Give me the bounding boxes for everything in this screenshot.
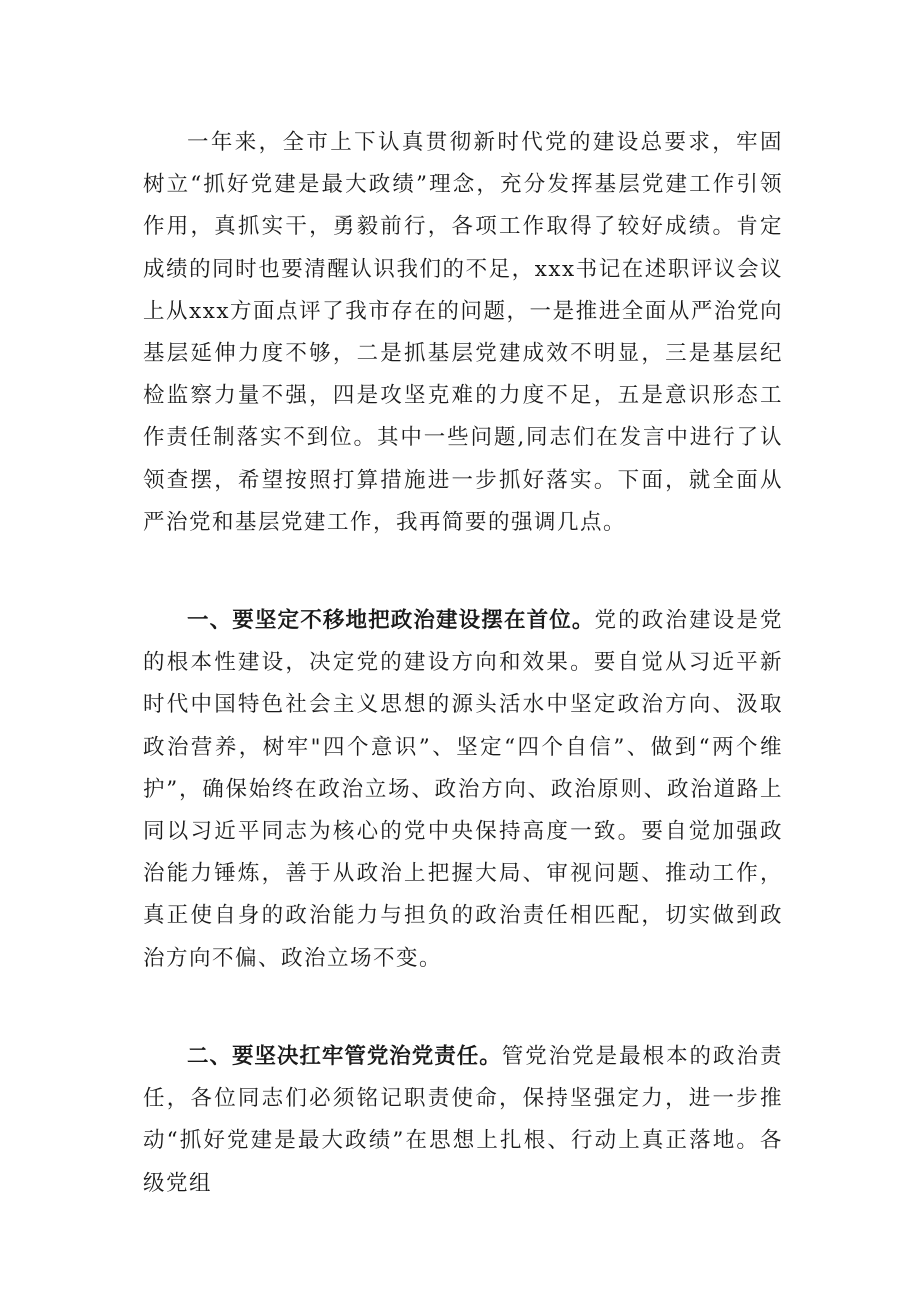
section-one-text: 党的政治建设是党的根本性建设，决定党的建设方向和效果。要自觉从习近平新时代中国特色社会主义思想的源头活水中坚定政治方向、汲取政治营养，树牢"四个意识”、坚定“四个自信”、做到“两个维护”，确保始终在政治立场、政治方向、政治原则、政治道路上同以习近平同志为核心的党中央保持高度一致。要自觉加强政治能力锤炼，善于从政治上把握大局、审视问题、推动工作，真正使自身的政治能力与担负的政治责任相匹配，切实做到政治方向不偏、政治立场不变。 xyxy=(143,608,783,971)
paragraph-section-two xyxy=(143,1036,783,1205)
section-one-heading: 一、要坚定不移地把政治建设摆在首位。 xyxy=(187,608,595,633)
section-two-text: 管党治党是最根本的政治责任，各位同志们必须铭记职责使命，保持坚强定力，进一步推动“抓好党建是最大政绩”在思想上扎根、行动上真正落地。各级党组 xyxy=(143,1044,783,1196)
paragraph-intro-text: 一年来，全市上下认真贯彻新时代党的建设总要求，牢固树立“抓好党建是最大政绩”理念，充分发挥基层党建工作引领作用，真抓实干，勇毅前行，各项工作取得了较好成绩。肯定成绩的同时也要清醒认识我们的不足，xxx书记在述职评议会议上从xxx方面点评了我市存在的问题，一是推进全面从严治党向基层延伸力度不够，二是抓基层党建成效不明显，三是基层纪检监察力量不强，四是攻坚克难的力度不足，五是意识形态工作责任制落实不到位。其中一些问题,同志们在发言中进行了认领查摆，希望按照打算措施进一步抓好落实。下面，就全面从严治党和基层党建工作，我再简要的强调几点。 xyxy=(143,130,783,535)
section-two-heading: 二、要坚决扛牢管党治党责任。 xyxy=(187,1044,502,1069)
paragraph-intro xyxy=(143,122,783,544)
paragraph-section-one xyxy=(143,600,783,980)
